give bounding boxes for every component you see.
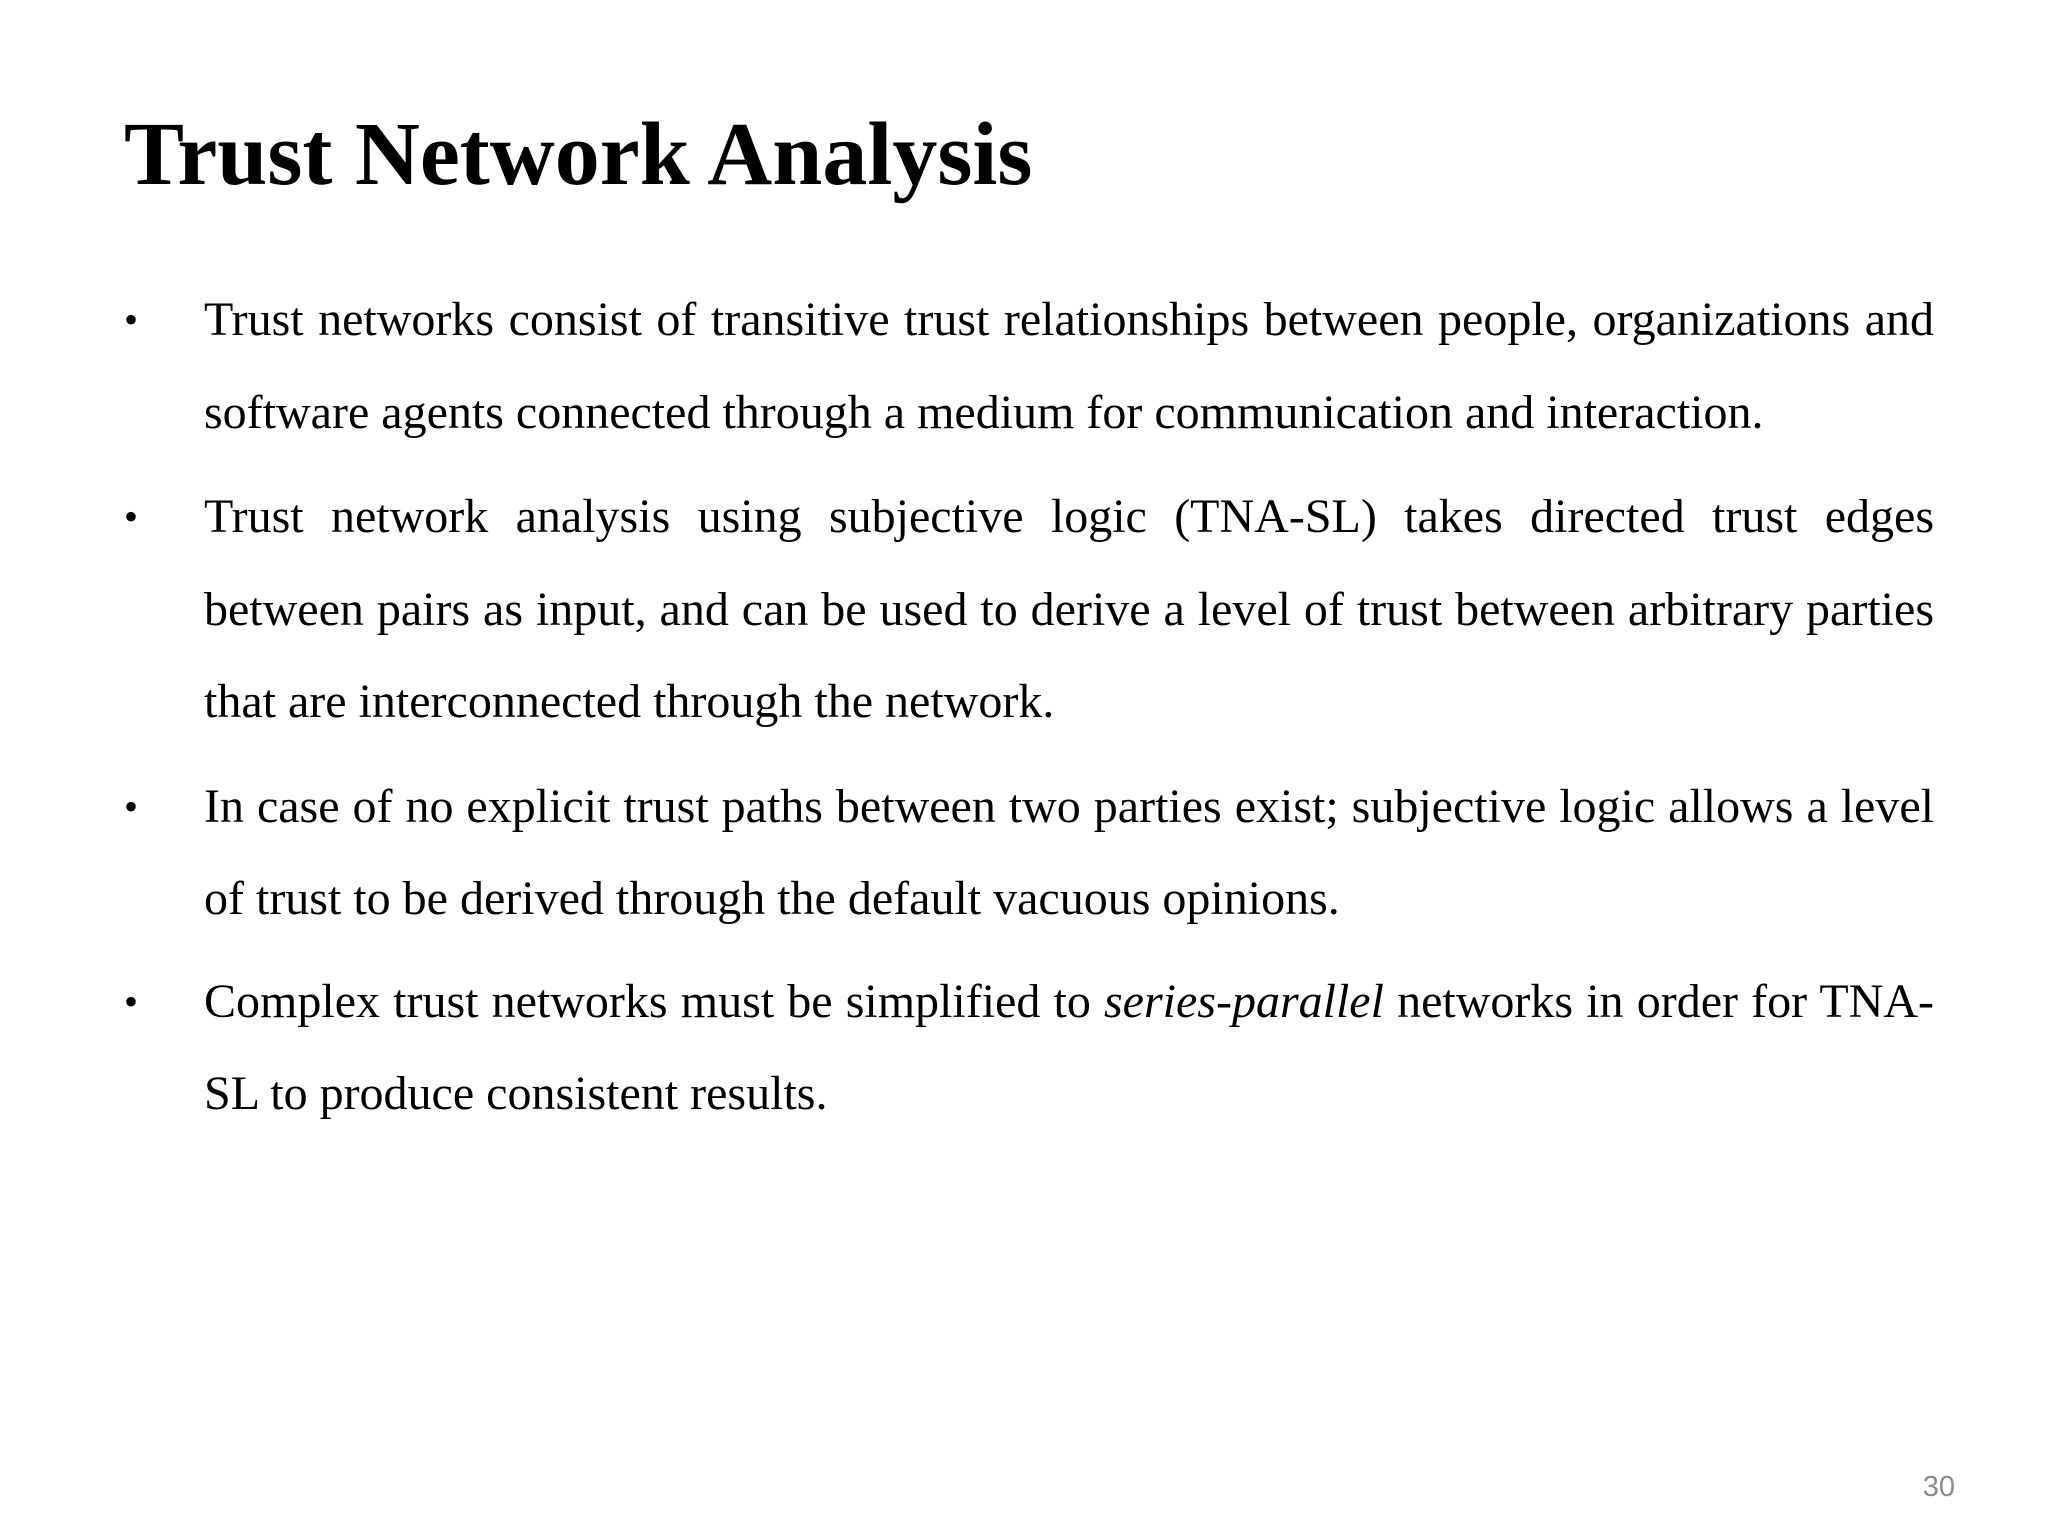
- bullet-text: [204, 975, 1934, 1121]
- bullet-text: Trust network analysis using subjective logic (TNA-SL) takes directed trust edges between pairs as input, and can be used to derive a level of trust between arbitrary parties that are interconnected through the network.: [204, 490, 1934, 728]
- bullet-text-emphasis: series-parallel: [1103, 974, 1384, 1028]
- bullet-item: [124, 274, 1934, 459]
- page-number: 30: [1922, 1471, 1955, 1503]
- bullet-marker: •: [124, 297, 139, 342]
- bullet-text-before: Complex trust networks must be simplified to: [204, 974, 1104, 1028]
- bullet-item: [124, 761, 1934, 946]
- slide-title: Trust Network Analysis: [124, 105, 1033, 204]
- bullet-item: [124, 471, 1934, 749]
- bullet-marker: •: [124, 783, 139, 829]
- bullet-list: [124, 274, 1934, 1153]
- bullet-text-after: networks in order for TNA-SL to produce consistent results.: [204, 974, 1935, 1120]
- bullet-text: Trust networks consist of transitive trust relationships between people, organizations and software agents connected through a medium for communication and interaction.: [204, 293, 1934, 439]
- bullet-marker: •: [124, 978, 139, 1024]
- bullet-item: [124, 956, 1934, 1141]
- bullet-marker: •: [124, 494, 139, 539]
- bullet-text: In case of no explicit trust paths between two parties exist; subjective logic allows a level of trust to be derived through the default vacuous opinions.: [204, 779, 1934, 925]
